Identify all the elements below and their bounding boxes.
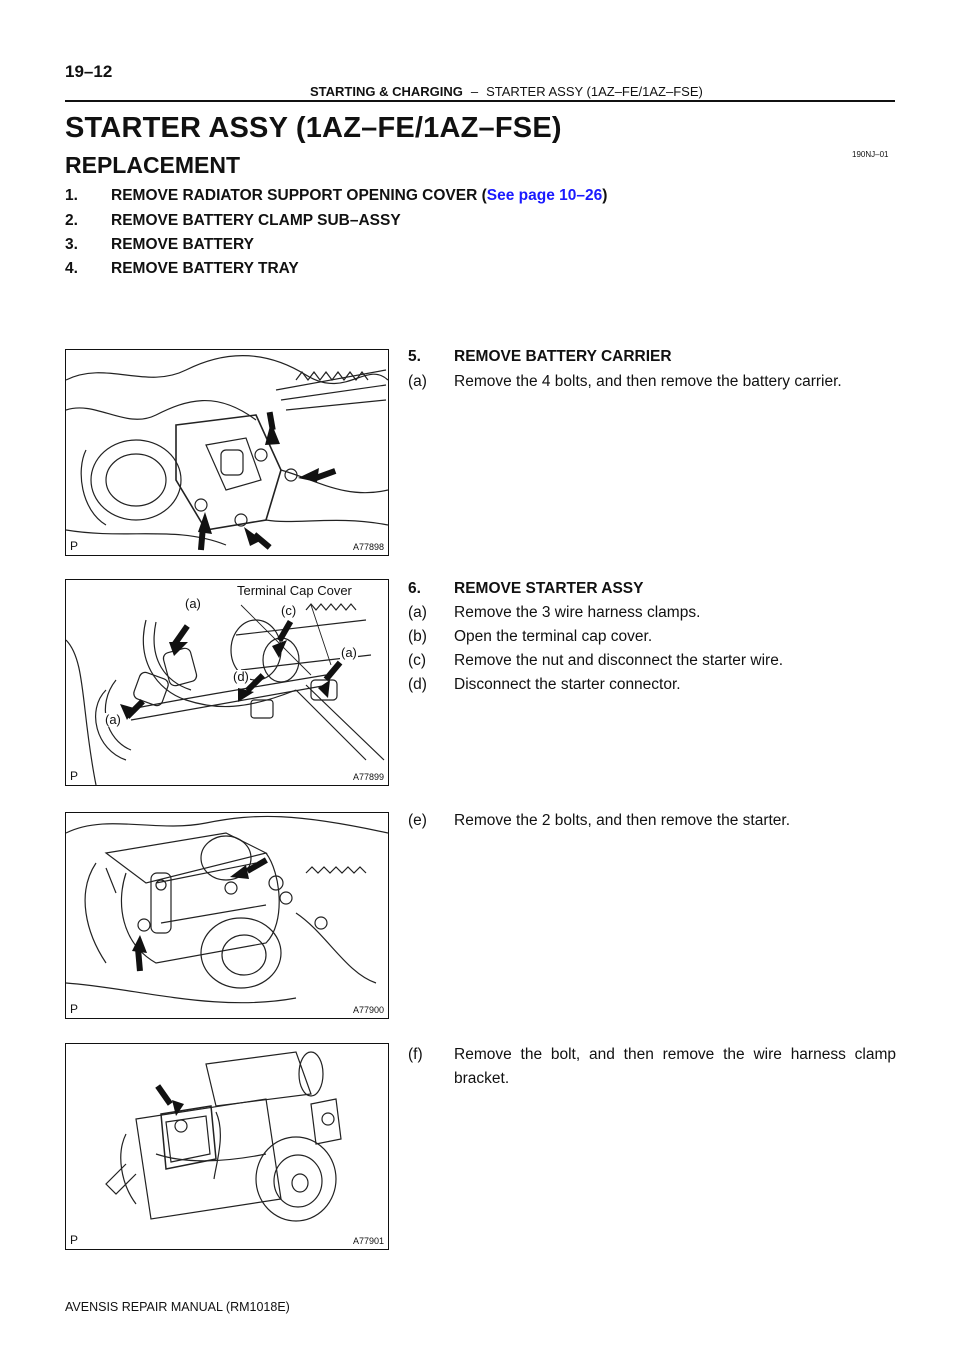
substep-6c [408, 652, 783, 670]
step-number: 1. [65, 187, 78, 204]
label-a-right: (a) [341, 645, 357, 660]
figure-starter-bolts [65, 812, 389, 1019]
clamp-bracket-illustration [66, 1044, 388, 1249]
figure-id: A77898 [352, 542, 384, 552]
figure-p-mark: P [70, 1002, 79, 1016]
figure-p-mark: P [70, 539, 79, 553]
substep-text: Disconnect the starter connector. [454, 676, 681, 693]
figure-p-mark: P [70, 1233, 79, 1247]
figure-id: A77900 [352, 1005, 384, 1015]
figure-starter-wiring [65, 579, 389, 786]
step-number: 4. [65, 260, 78, 277]
step-text: REMOVE BATTERY CARRIER [454, 348, 672, 365]
figure-p-mark: P [70, 769, 79, 783]
substep-letter: (c) [408, 652, 427, 669]
step-6 [408, 580, 643, 598]
substep-6b [408, 628, 652, 646]
substep-6e [408, 812, 790, 830]
label-terminal-cap-cover: Terminal Cap Cover [237, 583, 352, 598]
doc-code: 190NJ–01 [852, 150, 889, 159]
substep-text: Remove the nut and disconnect the starter wire. [454, 652, 784, 669]
step-number: 3. [65, 236, 78, 253]
page-title: STARTER ASSY (1AZ–FE/1AZ–FSE) [65, 112, 562, 144]
step-text: REMOVE BATTERY [111, 236, 254, 253]
header-rule [65, 100, 895, 102]
step-1 [65, 187, 607, 205]
substep-text: Remove the 3 wire harness clamps. [454, 604, 701, 621]
starter-bolts-illustration [66, 813, 388, 1018]
label-a-upper: (a) [185, 596, 201, 611]
figure-id: A77899 [352, 772, 384, 782]
substep-letter: (a) [408, 604, 427, 621]
step-2 [65, 212, 401, 230]
running-head [310, 84, 703, 99]
running-head-subsection: STARTER ASSY (1AZ–FE/1AZ–FSE) [486, 84, 703, 99]
substep-text: Remove the bolt, and then remove the wire harness clamp bracket. [454, 1046, 896, 1087]
label-c: (c) [281, 603, 297, 618]
step-text: REMOVE RADIATOR SUPPORT OPENING COVER ( [111, 187, 487, 204]
substep-text: Open the terminal cap cover. [454, 628, 653, 645]
see-page-link[interactable]: See page 10–26 [486, 187, 603, 204]
substep-letter: (b) [408, 628, 427, 645]
step-text: REMOVE BATTERY TRAY [111, 260, 299, 277]
step-number: 2. [65, 212, 78, 229]
step-text: REMOVE STARTER ASSY [454, 580, 644, 597]
figure-battery-carrier [65, 349, 389, 556]
step-text: REMOVE BATTERY CLAMP SUB–ASSY [111, 212, 401, 229]
running-head-separator: – [470, 84, 479, 99]
figure-id: A77901 [352, 1236, 384, 1246]
step-3 [65, 236, 254, 254]
substep-text: Remove the 2 bolts, and then remove the starter. [454, 812, 791, 829]
step-number: 6. [408, 580, 421, 597]
step-4 [65, 260, 299, 278]
substep-6f [408, 1043, 896, 1091]
label-d: (d) [233, 669, 249, 684]
substep-letter: (a) [408, 373, 427, 390]
substep-letter: (d) [408, 676, 427, 693]
page-number: 19–12 [65, 62, 113, 81]
figure-clamp-bracket [65, 1043, 389, 1250]
section-title: REPLACEMENT [65, 152, 241, 178]
step-number: 5. [408, 348, 421, 365]
battery-carrier-illustration [66, 350, 388, 555]
substep-letter: (e) [408, 812, 427, 829]
substep-text: Remove the 4 bolts, and then remove the battery carrier. [454, 373, 842, 390]
step-text-close: ) [602, 187, 608, 204]
starter-wiring-illustration [66, 580, 388, 785]
label-a-left: (a) [105, 712, 121, 727]
running-head-section: STARTING & CHARGING [310, 84, 463, 99]
substep-6d [408, 676, 681, 694]
footer: AVENSIS REPAIR MANUAL (RM1018E) [65, 1300, 290, 1314]
step-5 [408, 348, 672, 366]
substep-6a [408, 604, 700, 622]
substep-5a [408, 373, 842, 391]
substep-letter: (f) [408, 1046, 423, 1063]
